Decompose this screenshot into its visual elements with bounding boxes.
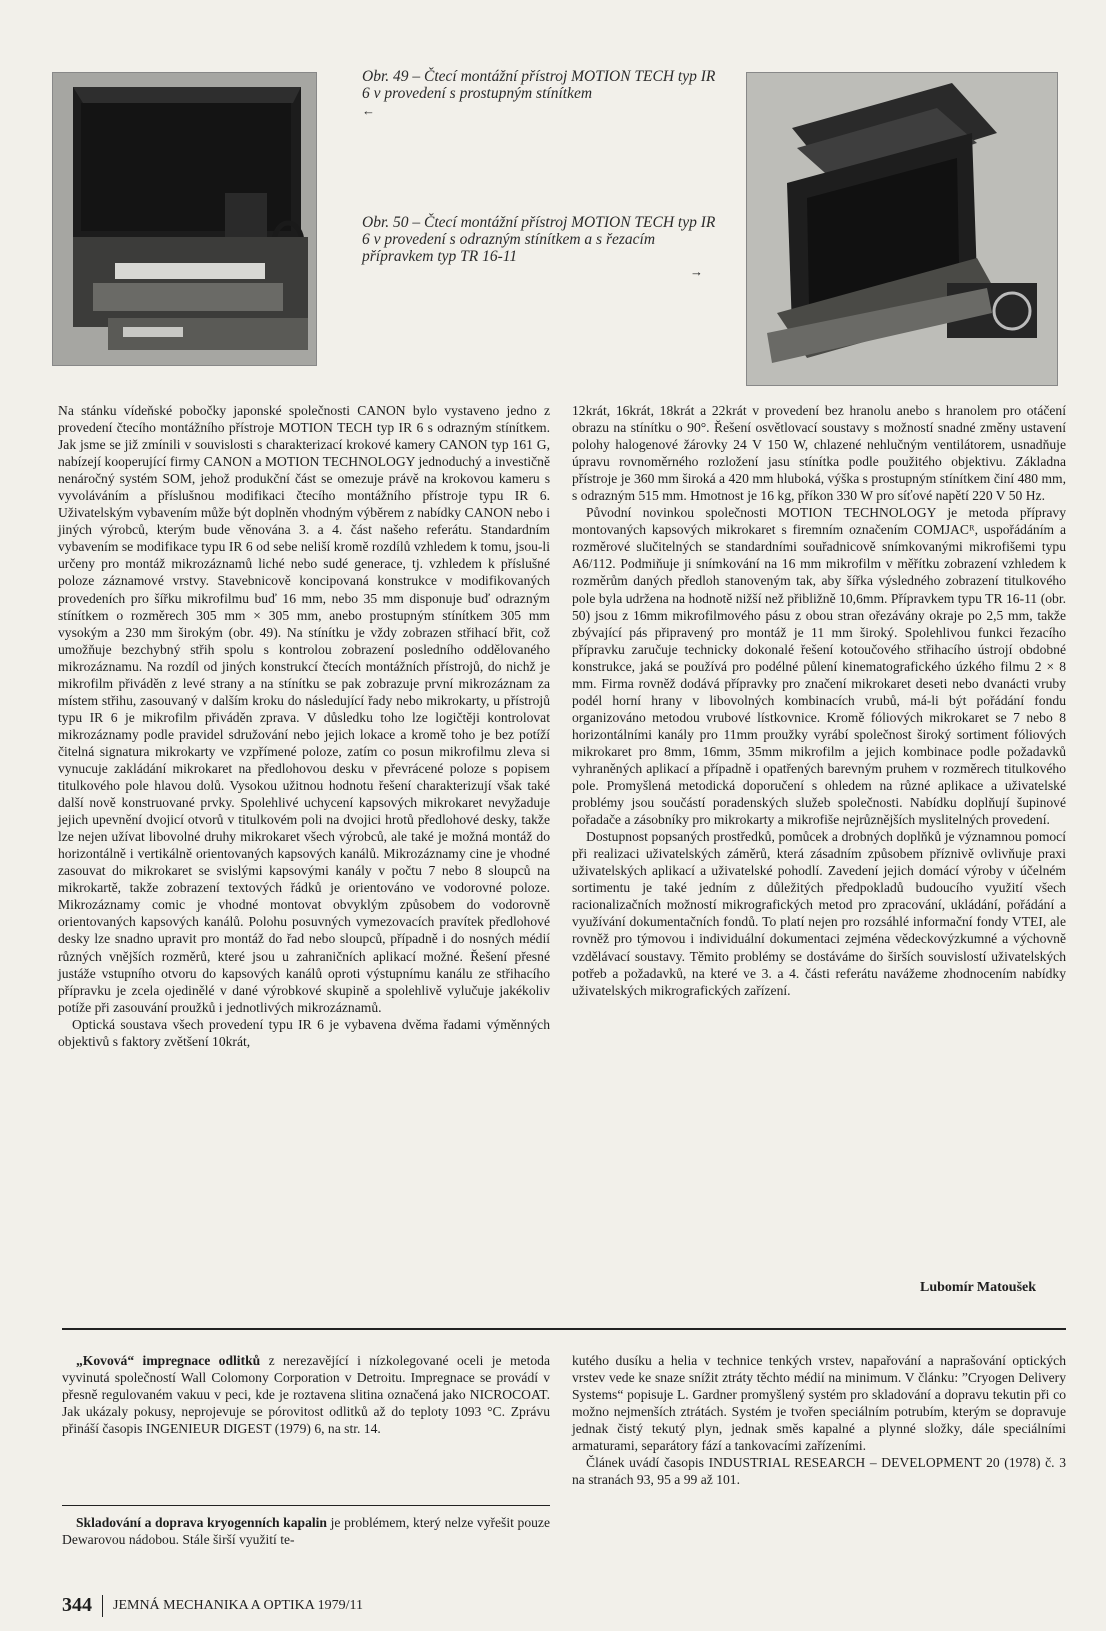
footer-separator xyxy=(102,1595,103,1617)
article-paragraph: Optická soustava všech provedení typu IR 6 je vybavena dvěma řadami výměnných objektivů s faktory zvětšení 10krát, xyxy=(58,1016,550,1049)
figure-50-image xyxy=(747,73,1057,385)
page-footer xyxy=(62,1594,363,1617)
figure-49-photo xyxy=(52,72,317,366)
article-paragraph: Původní novinkou společnosti MOTION TECHNOLOGY je metoda přípravy montovaných kapsových mikrokaret s firemním označením COMJACᴿ, uspořádáním a rozměrové slučitelných se standardními souřadnicově snímkovanými mikrofišemi typu A6/112. Podmiňuje ji snímkování na 16 mm mikrofilm v měřítku zobrazení vzhledem k rozměrům daných předloh stanoveným tak, aby šířka výsledného zobrazení titulkového pole byla udržena na hodnotě nižší než přibližně 10,6mm. Přípravkem typu TR 16-11 (obr. 50) jsou z 16mm mikrofilmového pásu z obou stran ořezávány okraje po 2,5 mm, takže zbývající pás připravený pro montáž je 11 mm široký. Spolehlivou funkci řezacího přípravku zaručuje technicky dokonalé řešení kotoučového střihacího ústrojí obdobné konstrukce, jaká se používá pro podélné půlení kinematografického úzkého filmu 2 × 8 mm. Firma rovněž dodává přípravky pro značení mikrokaret deseti nebo dvanácti vruby podél horní hrany v libovolných kombinacích vrubů, má-li být pořádání fondu organizováno metodou vrubové lístkovnice. Kromě fóliových mikrokaret se 7 nebo 8 horizontálními kanály pro 11mm proužky vyrábí společnost široký sortiment fóliových mikrokaret pro 8mm, 16mm, 35mm mikrofilm a jejich kombinace podle požadavků vyhraněných aplikací a případně i opatřených barevným pruhem v rozměrech titulkového pole. Promyšlená metodická doporučení s ohledem na různé aplikace a uživatelské problémy jsou součástí poradenských služeb společnosti. Nabídku doplňují šupinové pořadače a zásobníky pro mikrokarty a mikrofiše nejrůznějších myslitelných provedení. xyxy=(572,505,1066,828)
figure-49-caption xyxy=(362,68,722,119)
article-author: Lubomír Matoušek xyxy=(920,1280,1037,1295)
news-item-heading: „Kovová“ impregnace odlitků xyxy=(76,1353,261,1368)
page-number: 344 xyxy=(62,1594,92,1616)
news-item-heading: Skladování a doprava kryogenních kapalin xyxy=(76,1515,327,1530)
figure-49-caption-text: Obr. 49 – Čtecí montážní přístroj MOTION TECH typ IR 6 v provedení s prostupným stínítkem xyxy=(362,68,716,102)
figure-49-image xyxy=(53,73,316,365)
news-item-text: je problémem, který nelze vyřešit pouze Dewarovou nádobou. Stále širší využití te- xyxy=(62,1515,550,1547)
news-item-text: z nerezavějící i nízkolegované oceli je metoda vyvinutá společností Wall Colomony Corporation v Detroitu. Impregnace se provádí v přesně regulovaném vakuu v peci, kde je roztavena slitina označená jako NICROCOAT. Jak ukázaly pokusy, neprojevuje se pórovitost odlitků až do teploty 1093 °C. Zprávu přináší časopis INGENIEUR DIGEST (1979) 6, na str. 14. xyxy=(62,1353,550,1436)
figure-50-caption-text: Obr. 50 – Čtecí montážní přístroj MOTION TECH typ IR 6 v provedení s odrazným stínítkem a s řezacím přípravkem typ TR 16-11 xyxy=(362,214,716,265)
news-item-text: Článek uvádí časopis INDUSTRIAL RESEARCH – DEVELOPMENT 20 (1978) č. 3 na stranách 93, 95 a 99 až 101. xyxy=(572,1455,1066,1487)
news-left-column xyxy=(62,1352,550,1437)
figure-50-caption xyxy=(362,214,722,265)
left-arrow-icon: ← xyxy=(362,103,375,118)
journal-name: JEMNÁ MECHANIKA A OPTIKA 1979/11 xyxy=(113,1597,363,1613)
article-paragraph: Dostupnost popsaných prostředků, pomůcek a drobných doplňků je významnou pomocí při realizaci uživatelských záměrů, která zásadním způsobem příznivě ovlivňuje praxi uživatelských aplikací a uživatelské pohodlí. Zavedení jejich domácí výroby v účelném sortimentu je také jedním z důležitých předpokladů budoucího využití všech racionalizačních možností mikrografických metod pro zpracování, ukládání, pořádání a využívání dokumentačních fondů. To platí nejen pro rozsáhlé informační fondy VTEI, ale rovněž pro týmovou i individuální dokumentaci zejména vědeckovýzkumné a výchovně vzdělávací soustavy. Těmito problémy se dostáváme do širších souvislostí uživatelských potřeb a požadavků, na které ve 3. a 4. části referátu navážeme zhodnocením nabídky uživatelských mikrografických zařízení. xyxy=(572,829,1066,998)
news-right-column xyxy=(572,1352,1066,1488)
news-item-kovova xyxy=(62,1352,550,1437)
right-arrow-icon: → xyxy=(690,264,703,279)
news-item-kryo xyxy=(62,1514,550,1548)
article-right-column xyxy=(572,402,1066,999)
news-left-column-2 xyxy=(62,1514,550,1548)
article-left-column xyxy=(58,402,550,1050)
article-paragraph: 12krát, 16krát, 18krát a 22krát v provedení bez hranolu anebo s hranolem pro otáčení obrazu na stínítku o 90°. Řešení osvětlovací soustavy s možností snadné změny ustavení polohy halogenové žárovky 24 V 150 W, chlazené nehlučným ventilátorem, usnadňuje úpravu rovnoměrného rozložení jasu stínítka podle použitého objektivu. Základna přístroje je 360 mm široká a 420 mm hluboká, výška s prostupným stínítkem činí 480 mm, s odrazným 515 mm. Hmotnost je 16 kg, příkon 330 W pro síťové napětí 220 V 50 Hz. xyxy=(572,403,1066,504)
figure-50-photo xyxy=(746,72,1058,386)
news-divider xyxy=(62,1505,550,1506)
section-divider xyxy=(62,1328,1066,1330)
article-paragraph: Na stánku vídeňské pobočky japonské společnosti CANON bylo vystaveno jedno z provedení čtecího montážního přístroje MOTION TECH typ IR 6 s odrazným stínítkem. Jak jsme se již zmínili v souvislosti s charakterizací krokové kamery CANON typ 161 G, nabízejí kooperující firmy CANON a MOTION TECHNOLOGY jednoduchý a investičně nenáročný systém SOM, jehož produkční část se omezuje právě na krokovou kameru s vyvoláváním a příslušnou modifikaci čtecího montážního přístroje typu IR 6. Uživatelským vybavením může být doplněn vhodným výběrem z nabídky CANON nebo i jiných výrobců, kterým bude věnována 3. a 4. část našeho referátu. Standardním vybavením se modifikace typu IR 6 od sebe neliší kromě rozdílů vzhledem k tomu, jsou-li určeny pro montáž mikrozáznamů liché nebo sudé generace, tj. vzhledem k příslušné poloze záznamové vrstvy. Stavebnicově koncipovaná konstrukce v modifikovaných provedeních pro šířku mikrofilmu buď 16 mm, nebo 35 mm disponuje buď odrazným stínítkem o rozměrech 305 mm × 305 mm, anebo prostupným stínítkem 305 mm vysokým a 230 mm širokým (obr. 49). Na stínítku je vždy zobrazen střihací břit, což umožňuje bezchybný střih spolu s kontrolou zobrazení posledního oddělovaného mikrozáznamu. Na rozdíl od jiných konstrukcí čtecích montážních přístrojů, do nichž je mikrofilm přiváděn z levé strany a na stínítku se pak zobrazuje první mikrozáznam za místem střihu, zasouvaný v dalším kroku do následující řady nebo mikrokarty, u přístrojů typu IR 6 je mikrofilm přiváděn zprava. V důsledku toho lze logičtěji kontrolovat mikrozáznamy podle pravidel sdružování nebo jejich lokace a kromě toho je bez potíží čitelná signatura mikrokarty ve vzpřímené poloze, zatím co posun mikrofilmu zleva si vynucuje zakládání mikrokaret na předlohovou desku v převrácené poloze s popisem titulkového pole hlavou dolů. Vysokou užitnou hodnotu řešení charakterizují však také další nově konstruované prvky. Spolehlivé uchycení kapsových mikrokaret nevyžaduje jejich upevnění dvojicí otvorů v titulkovém poli na dvojici hrotů předlohové desky, takže lze nejen užívat libovolné druhy mikrokaret všech výrobců, ale také je možná montáž do horizontálně i vertikálně orientovaných kapsových kanálů. Mikrozáznamy cine je vhodné zasouvat do mikrokaret se svislými kapsovými kanály v počtu 7 nebo 8 sloupců na mikrokartě, takže zobrazení textových řádků je orientováno ve vodorovné poloze. Mikrozáznamy comic je vhodné montovat obvyklým způsobem do vodorovně orientovaných kapsových kanálů. Polohu posuvných vymezovacích pravítek předlohové desky lze snadno upravit pro montáž do řad nebo sloupců, případně i do nosných médií různých vnějších rozměrů, které jsou u zahraničních aplikací možné. Řešení přesné justáže vstupního otvoru do kapsových kanálů oproti výstupnímu kanálu ze střihacího přípravku je zcela ojedinělé v dané výrobkové skupině a spolehlivě vylučuje jakékoliv potíže při zasouvání proužků i jednotlivých mikrozáznamů. xyxy=(58,403,550,1015)
news-item-text: kutého dusíku a helia v technice tenkých vrstev, napařování a naprašování optických vrstev vede ke snaze snížit ztráty těchto médií na minimum. V článku: ”Cryogen Delivery Systems“ popisuje L. Gardner promyšlený systém pro skladování a dopravu tekutin při co možno nejmenších ztrátách. Systém je tvořen speciálním potrubím, kterým se dopravuje jednak čistý tekutý plyn, jednak směs kapalné a plynné složky, dále speciálními armaturami, separátory fází a tankovacími zařízeními. xyxy=(572,1353,1066,1453)
